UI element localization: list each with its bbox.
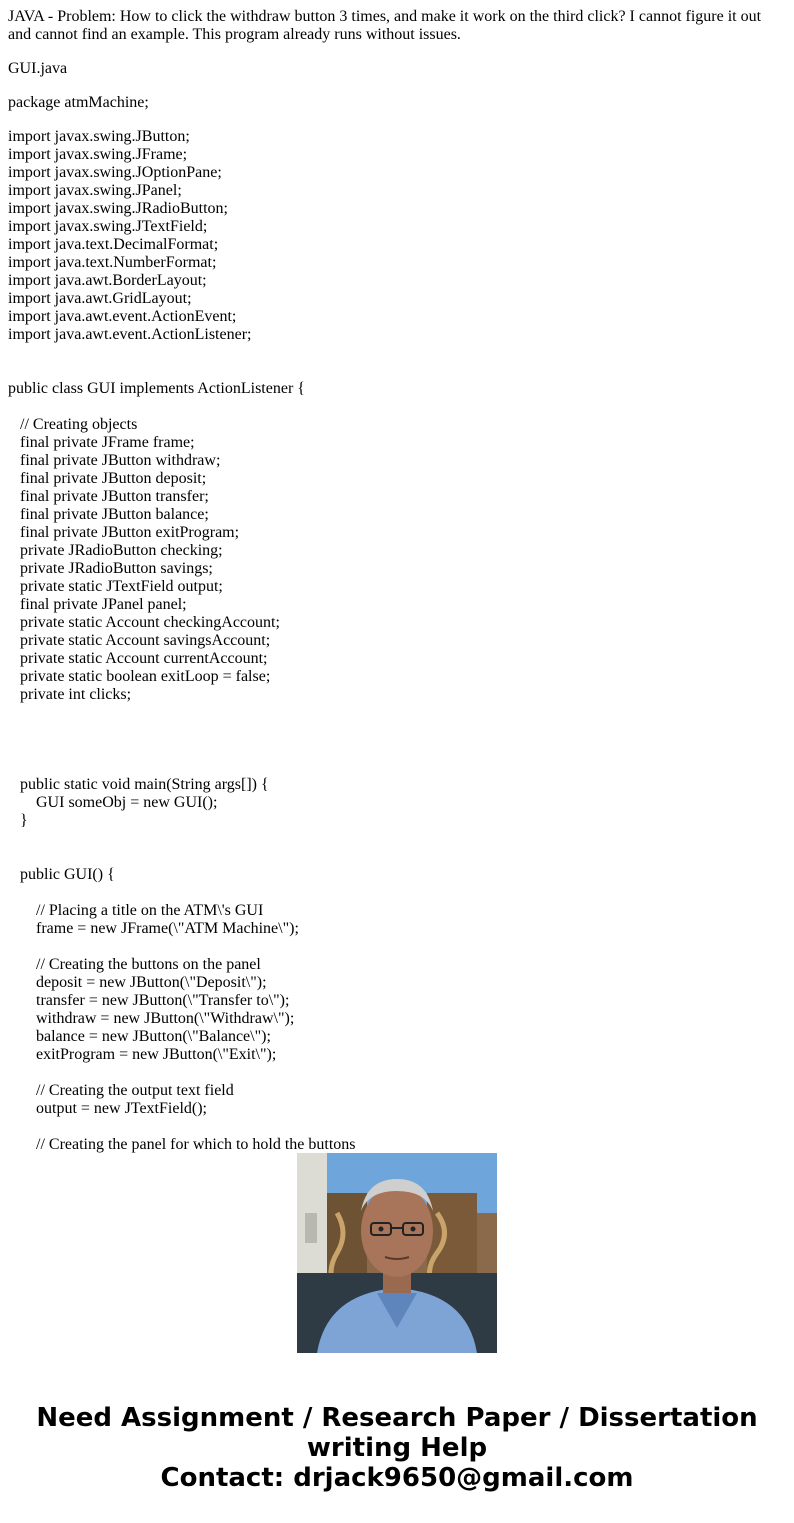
package-declaration: package atmMachine;	[8, 94, 149, 111]
code-line: private int clicks;	[8, 686, 132, 703]
code-line: // Placing a title on the ATM\'s GUI	[8, 902, 264, 919]
code-line: exitProgram = new JButton(\"Exit\");	[8, 1046, 277, 1063]
code-filename: GUI.java	[8, 60, 68, 77]
code-line: // Creating objects	[8, 416, 138, 433]
code-line	[8, 1064, 786, 1082]
code-line: private JRadioButton savings;	[8, 560, 213, 577]
code-line: private static boolean exitLoop = false;	[8, 668, 271, 685]
promo-line-1: Need Assignment / Research Paper / Dissertation	[36, 1403, 758, 1433]
code-line	[8, 398, 786, 416]
import-line: import javax.swing.JRadioButton;	[8, 200, 228, 217]
code-line: }	[8, 812, 28, 829]
promo-line-2: writing Help	[306, 1433, 488, 1463]
code-line: public static void main(String args[]) {	[8, 776, 269, 793]
code-line: // Creating the panel for which to hold the buttons	[8, 1136, 356, 1153]
question-title: JAVA - Problem: How to click the withdraw button 3 times, and make it work on the third click? I cannot figure it out and cannot find an example. This program already runs without issues.	[8, 8, 762, 43]
code-line: final private JButton withdraw;	[8, 452, 221, 469]
import-line: import java.awt.event.ActionListener;	[8, 326, 252, 343]
promo-banner	[0, 1403, 794, 1493]
code-line	[8, 758, 786, 776]
code-line: public class GUI implements ActionListener {	[8, 380, 305, 397]
code-line: private static Account currentAccount;	[8, 650, 268, 667]
code-line	[8, 830, 786, 848]
code-line: // Creating the output text field	[8, 1082, 234, 1099]
code-line: transfer = new JButton(\"Transfer to\");	[8, 992, 290, 1009]
import-line: import java.text.NumberFormat;	[8, 254, 217, 271]
import-line: import javax.swing.JPanel;	[8, 182, 182, 199]
promo-contact: Contact: drjack9650@gmail.com	[160, 1463, 634, 1493]
portrait-illustration	[297, 1153, 497, 1353]
code-line	[8, 344, 786, 362]
code-line: final private JButton transfer;	[8, 488, 209, 505]
code-line: private static Account savingsAccount;	[8, 632, 271, 649]
import-line: import java.awt.event.ActionEvent;	[8, 308, 237, 325]
code-line	[8, 938, 786, 956]
code-line: private static JTextField output;	[8, 578, 223, 595]
code-line: deposit = new JButton(\"Deposit\");	[8, 974, 267, 991]
code-line: GUI someObj = new GUI();	[8, 794, 218, 811]
code-line: private static Account checkingAccount;	[8, 614, 280, 631]
code-body	[8, 344, 786, 1154]
code-line: balance = new JButton(\"Balance\");	[8, 1028, 271, 1045]
code-line: output = new JTextField();	[8, 1100, 207, 1117]
code-line: // Creating the buttons on the panel	[8, 956, 261, 973]
code-line	[8, 1118, 786, 1136]
import-line: import javax.swing.JButton;	[8, 128, 190, 145]
code-line: final private JButton balance;	[8, 506, 209, 523]
code-line	[8, 848, 786, 866]
question-body	[8, 8, 786, 1153]
import-line: import java.text.DecimalFormat;	[8, 236, 219, 253]
code-line	[8, 704, 786, 722]
import-line: import javax.swing.JFrame;	[8, 146, 188, 163]
code-line: final private JPanel panel;	[8, 596, 187, 613]
code-line: private JRadioButton checking;	[8, 542, 223, 559]
code-line: withdraw = new JButton(\"Withdraw\");	[8, 1010, 295, 1027]
code-line	[8, 884, 786, 902]
code-line: final private JButton exitProgram;	[8, 524, 240, 541]
code-line: frame = new JFrame(\"ATM Machine\");	[8, 920, 299, 937]
import-line: import javax.swing.JTextField;	[8, 218, 208, 235]
author-avatar-photo	[297, 1153, 497, 1353]
code-line: final private JFrame frame;	[8, 434, 195, 451]
code-line	[8, 740, 786, 758]
code-line	[8, 722, 786, 740]
import-list	[8, 128, 786, 344]
import-line: import javax.swing.JOptionPane;	[8, 164, 222, 181]
code-line: final private JButton deposit;	[8, 470, 207, 487]
code-line: public GUI() {	[8, 866, 115, 883]
import-line: import java.awt.BorderLayout;	[8, 272, 207, 289]
code-line	[8, 362, 786, 380]
import-line: import java.awt.GridLayout;	[8, 290, 192, 307]
